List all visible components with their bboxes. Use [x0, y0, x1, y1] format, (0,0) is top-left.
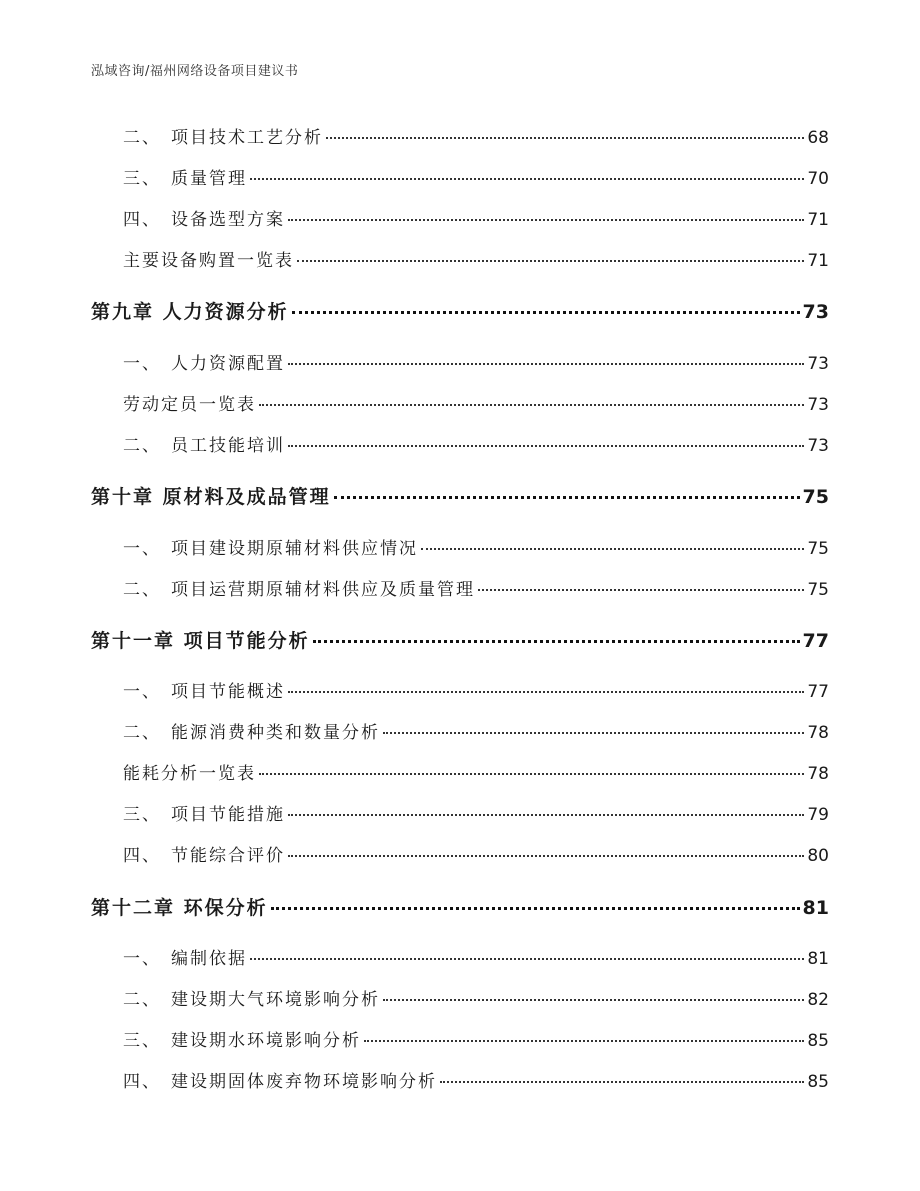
toc-entry-text: 编制依据 [171, 949, 247, 969]
toc-section-entry[interactable] [123, 534, 829, 559]
toc-entry-number: 四、 [123, 1072, 161, 1092]
toc-page-number: 70 [807, 169, 829, 189]
dot-leader [292, 311, 800, 314]
toc-entry-number: 一、 [123, 949, 161, 969]
toc-entry-text: 项目节能概述 [171, 682, 285, 702]
toc-entry-title [123, 205, 285, 230]
toc-chapter-entry[interactable] [91, 482, 829, 509]
dot-leader [326, 137, 804, 139]
toc-entry-title [123, 759, 256, 784]
toc-page-number: 78 [807, 723, 829, 743]
dot-leader [259, 404, 804, 406]
dot-leader [383, 999, 804, 1001]
dot-leader [250, 958, 804, 960]
toc-page-number: 82 [807, 990, 829, 1010]
toc-entry-text: 劳动定员一览表 [123, 395, 256, 415]
toc-entry-number: 三、 [123, 805, 161, 825]
toc-section-entry[interactable] [123, 841, 829, 866]
dot-leader [440, 1081, 804, 1083]
toc-entry-title [123, 246, 294, 271]
toc-page-number: 71 [807, 251, 829, 271]
dot-leader [288, 691, 804, 693]
dot-leader [334, 496, 800, 499]
toc-entry-title [123, 390, 256, 415]
toc-entry-text: 第十一章 项目节能分析 [91, 630, 310, 652]
toc-page-number: 85 [807, 1031, 829, 1051]
dot-leader [383, 732, 804, 734]
toc-entry-text: 第九章 人力资源分析 [91, 301, 289, 323]
toc-entry-text: 建设期水环境影响分析 [171, 1031, 361, 1051]
toc-page-number: 85 [807, 1072, 829, 1092]
toc-entry-title [123, 1026, 361, 1051]
toc-entry-text: 建设期固体废弃物环境影响分析 [171, 1072, 437, 1092]
toc-section-entry[interactable] [123, 205, 829, 230]
toc-section-entry[interactable] [123, 944, 829, 969]
toc-entry-title [123, 123, 323, 148]
toc-entry-text: 员工技能培训 [171, 436, 285, 456]
toc-entry-text: 质量管理 [171, 169, 247, 189]
toc-entry-number: 二、 [123, 723, 161, 743]
toc-page-number: 77 [802, 630, 829, 652]
toc-entry-number: 二、 [123, 990, 161, 1010]
toc-chapter-entry[interactable] [91, 626, 829, 653]
toc-entry-number: 二、 [123, 128, 161, 148]
toc-entry-text: 第十二章 环保分析 [91, 897, 268, 919]
dot-leader [313, 640, 800, 643]
dot-leader [288, 855, 804, 857]
toc-page-number: 71 [807, 210, 829, 230]
toc-entry-title [123, 349, 285, 374]
toc-entry-title [123, 431, 285, 456]
toc-entry-title [123, 985, 380, 1010]
toc-entry-title [123, 164, 247, 189]
dot-leader [421, 548, 804, 550]
toc-entry-title [123, 718, 380, 743]
dot-leader [478, 589, 804, 591]
toc-entry-text: 建设期大气环境影响分析 [171, 990, 380, 1010]
toc-page-number: 75 [807, 539, 829, 559]
toc-chapter-entry[interactable] [91, 297, 829, 324]
toc-page-number: 73 [807, 354, 829, 374]
toc-entry-title [123, 1067, 437, 1092]
toc-entry-text: 节能综合评价 [171, 846, 285, 866]
page-header: 泓域咨询/福州网络设备项目建议书 [91, 64, 299, 79]
dot-leader [259, 773, 804, 775]
toc-entry-text: 主要设备购置一览表 [123, 251, 294, 271]
toc-section-entry[interactable] [123, 677, 829, 702]
toc-entry-number: 二、 [123, 436, 161, 456]
toc-page-number: 77 [807, 682, 829, 702]
toc-entry-number: 一、 [123, 682, 161, 702]
toc-page-number: 75 [807, 580, 829, 600]
dot-leader [288, 363, 804, 365]
toc-page-number: 73 [802, 301, 829, 323]
toc-entry-text: 能耗分析一览表 [123, 764, 256, 784]
toc-page-number: 73 [807, 395, 829, 415]
toc-section-entry[interactable] [123, 575, 829, 600]
dot-leader [288, 814, 804, 816]
toc-entry-number: 三、 [123, 1031, 161, 1051]
toc-entry-number: 三、 [123, 169, 161, 189]
dot-leader [288, 445, 804, 447]
toc-entry-text: 项目建设期原辅材料供应情况 [171, 539, 418, 559]
toc-entry-title [91, 297, 289, 324]
toc-page-number: 80 [807, 846, 829, 866]
toc-entry-number: 一、 [123, 354, 161, 374]
toc-entry-title [123, 800, 285, 825]
toc-page-number: 75 [802, 486, 829, 508]
toc-entry-title [91, 626, 310, 653]
toc-page-number: 81 [807, 949, 829, 969]
toc-entry-text: 能源消费种类和数量分析 [171, 723, 380, 743]
dot-leader [271, 907, 800, 910]
toc-entry-number: 一、 [123, 539, 161, 559]
toc-section-entry[interactable] [123, 349, 829, 374]
toc-entry-text: 项目技术工艺分析 [171, 128, 323, 148]
toc-section-entry[interactable] [123, 390, 829, 415]
toc-entry-text: 项目运营期原辅材料供应及质量管理 [171, 580, 475, 600]
toc-section-entry[interactable] [123, 985, 829, 1010]
toc-section-entry[interactable] [123, 800, 829, 825]
toc-page-number: 73 [807, 436, 829, 456]
toc-section-entry[interactable] [123, 759, 829, 784]
toc-chapter-entry[interactable] [91, 893, 829, 920]
toc-entry-title [91, 893, 268, 920]
toc-entry-text: 人力资源配置 [171, 354, 285, 374]
toc-page-number: 81 [802, 897, 829, 919]
toc-section-entry[interactable] [123, 1026, 829, 1051]
toc-entry-title [91, 482, 331, 509]
toc-entry-text: 设备选型方案 [171, 210, 285, 230]
toc-section-entry[interactable] [123, 123, 829, 148]
toc-entry-title [123, 575, 475, 600]
toc-page-number: 68 [807, 128, 829, 148]
toc-section-entry[interactable] [123, 718, 829, 743]
dot-leader [364, 1040, 804, 1042]
toc-entry-title [123, 677, 285, 702]
toc-entry-number: 四、 [123, 846, 161, 866]
toc-entry-number: 二、 [123, 580, 161, 600]
toc-entry-title [123, 944, 247, 969]
toc-entry-text: 项目节能措施 [171, 805, 285, 825]
dot-leader [297, 260, 804, 262]
toc-section-entry[interactable] [123, 1067, 829, 1092]
toc-section-entry[interactable] [123, 164, 829, 189]
toc-entry-title [123, 841, 285, 866]
dot-leader [288, 219, 804, 221]
toc-entry-text: 第十章 原材料及成品管理 [91, 486, 331, 508]
toc-page-number: 79 [807, 805, 829, 825]
toc-entry-title [123, 534, 418, 559]
toc-section-entry[interactable] [123, 246, 829, 271]
dot-leader [250, 178, 804, 180]
toc-entry-number: 四、 [123, 210, 161, 230]
toc-section-entry[interactable] [123, 431, 829, 456]
toc-page-number: 78 [807, 764, 829, 784]
